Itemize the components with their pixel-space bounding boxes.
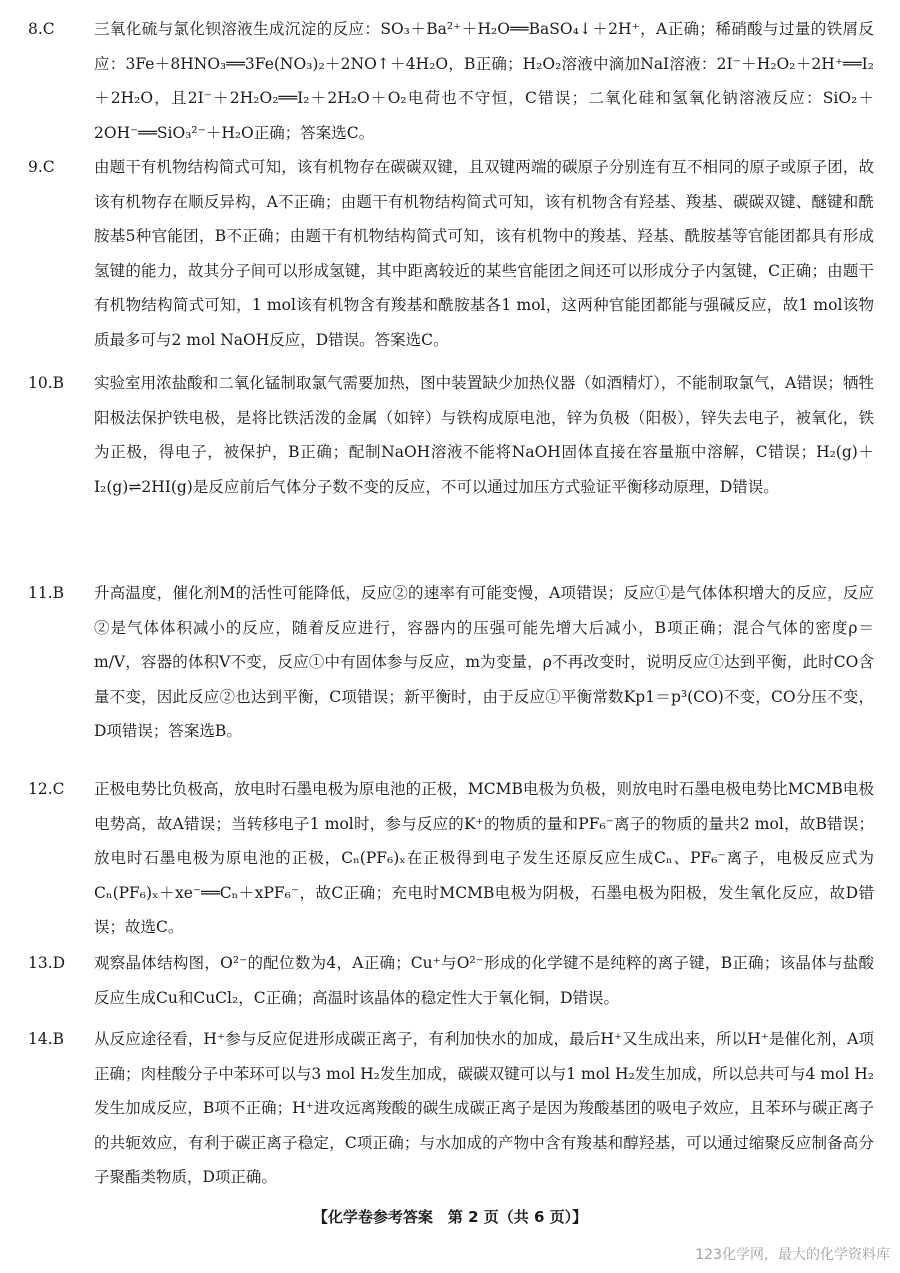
answer-item-10 [28,366,874,576]
answer-number: 13.D [28,954,66,972]
answer-number: 11.B [28,584,65,602]
answer-item-11 [28,576,874,772]
answer-item-8 [28,12,874,150]
answer-item-12 [28,772,874,946]
answer-item-9 [28,150,874,366]
answer-number: 8.C [28,20,55,38]
answer-text: 实验室用浓盐酸和二氧化锰制取氯气需要加热，图中装置缺少加热仪器（如酒精灯），不能制取氯气，A错误；牺牲阳极法保护铁电极，是将比铁活泼的金属（如锌）与铁构成原电池，锌为负极（阳极），锌失去电子，被氧化，铁为正极，得电子，被保护，B正确；配制NaOH溶液不能将NaOH固体直接在容量瓶中溶解，C错误；H₂(g)＋I₂(g)⇌2HI(g)是反应前后气体分子数不变的反应，不可以通过加压方式验证平衡移动原理，D错误。 [94,374,874,496]
answer-number: 9.C [28,158,55,176]
answer-number: 10.B [28,374,65,392]
answer-number: 12.C [28,780,65,798]
answer-text: 观察晶体结构图，O²⁻的配位数为4，A正确；Cu⁺与O²⁻形成的化学键不是纯粹的离子键，B正确；该晶体与盐酸反应生成Cu和CuCl₂，C正确；高温时该晶体的稳定性大于氧化铜，D错误。 [94,954,874,1007]
answer-item-14 [28,1022,874,1198]
answer-text: 由题干有机物结构简式可知，该有机物存在碳碳双键，且双键两端的碳原子分别连有互不相同的原子或原子团，故该有机物存在顺反异构，A不正确；由题干有机物结构简式可知，该有机物含有羟基、羧基、碳碳双键、醚键和酰胺基5种官能团，B不正确；由题干有机物结构简式可知，该有机物中的羧基、羟基、酰胺基等官能团都具有形成氢键的能力，故其分子间可以形成氢键，其中距离较近的某些官能团之间还可以形成分子内氢键，C正确；由题干有机物结构简式可知，1 mol该有机物含有羧基和酰胺基各1 mol，这两种官能团都能与强碱反应，故1 mol该物质最多可与2 mol NaOH反应，D错误。答案选C。 [94,158,874,349]
answer-text: 正极电势比负极高，放电时石墨电极为原电池的正极，MCMB电极为负极，则放电时石墨电极电势比MCMB电极电势高，故A错误；当转移电子1 mol时，参与反应的K⁺的物质的量和PF₆⁻离子的物质的量共2 mol，故B错误；放电时石墨电极为原电池的正极，Cₙ(PF₆)ₓ在正极得到电子发生还原反应生成Cₙ、PF₆⁻离子，电极反应式为Cₙ(PF₆)ₓ＋xe⁻══Cₙ＋xPF₆⁻，故C正确；充电时MCMB电极为阴极，石墨电极为阳极，发生氧化反应，故D错误；故选C。 [94,780,874,937]
answer-text: 从反应途径看，H⁺参与反应促进形成碳正离子，有利加快水的加成，最后H⁺又生成出来，所以H⁺是催化剂，A项正确；肉桂酸分子中苯环可以与3 mol H₂发生加成，碳碳双键可以与1 mol H₂发生加成，所以总共可与4 mol H₂发生加成反应，B项不正确；H⁺进攻远离羧酸的碳生成碳正离子是因为羧酸基团的吸电子效应，且苯环与碳正离子的共轭效应，有利于碳正离子稳定，C项正确；与水加成的产物中含有羧基和醇羟基，可以通过缩聚反应制备高分子聚酯类物质，D项正确。 [94,1030,874,1187]
answer-text: 三氧化硫与氯化钡溶液生成沉淀的反应：SO₃＋Ba²⁺＋H₂O══BaSO₄↓＋2H⁺，A正确；稀硝酸与过量的铁屑反应：3Fe＋8HNO₃══3Fe(NO₃)₂＋2NO↑＋4H₂O，B正确；H₂O₂溶液中滴加NaI溶液：2I⁻＋H₂O₂＋2H⁺══I₂＋2H₂O，且2I⁻＋2H₂O₂══I₂＋2H₂O＋O₂电荷也不守恒，C错误；二氧化硅和氢氧化钠溶液反应：SiO₂＋2OH⁻══SiO₃²⁻＋H₂O正确；答案选C。 [94,20,874,142]
page-footer: 【化学卷参考答案 第 2 页（共 6 页）】 [312,1208,588,1226]
answer-list [28,12,874,1198]
answer-item-13 [28,946,874,1022]
answer-number: 14.B [28,1030,65,1048]
answer-text: 升高温度，催化剂M的活性可能降低，反应②的速率有可能变慢，A项错误；反应①是气体体积增大的反应，反应②是气体体积减小的反应，随着反应进行，容器内的压强可能先增大后减小，B项正确；混合气体的密度ρ＝m/V，容器的体积V不变，反应①中有固体参与反应，m为变量，ρ不再改变时，说明反应①达到平衡，此时CO含量不变，因此反应②也达到平衡，C项错误；新平衡时，由于反应①平衡常数Kp1＝p³(CO)不变，CO分压不变，D项错误；答案选B。 [94,584,874,741]
site-watermark: 123化学网，最大的化学资料库 [695,1247,890,1263]
